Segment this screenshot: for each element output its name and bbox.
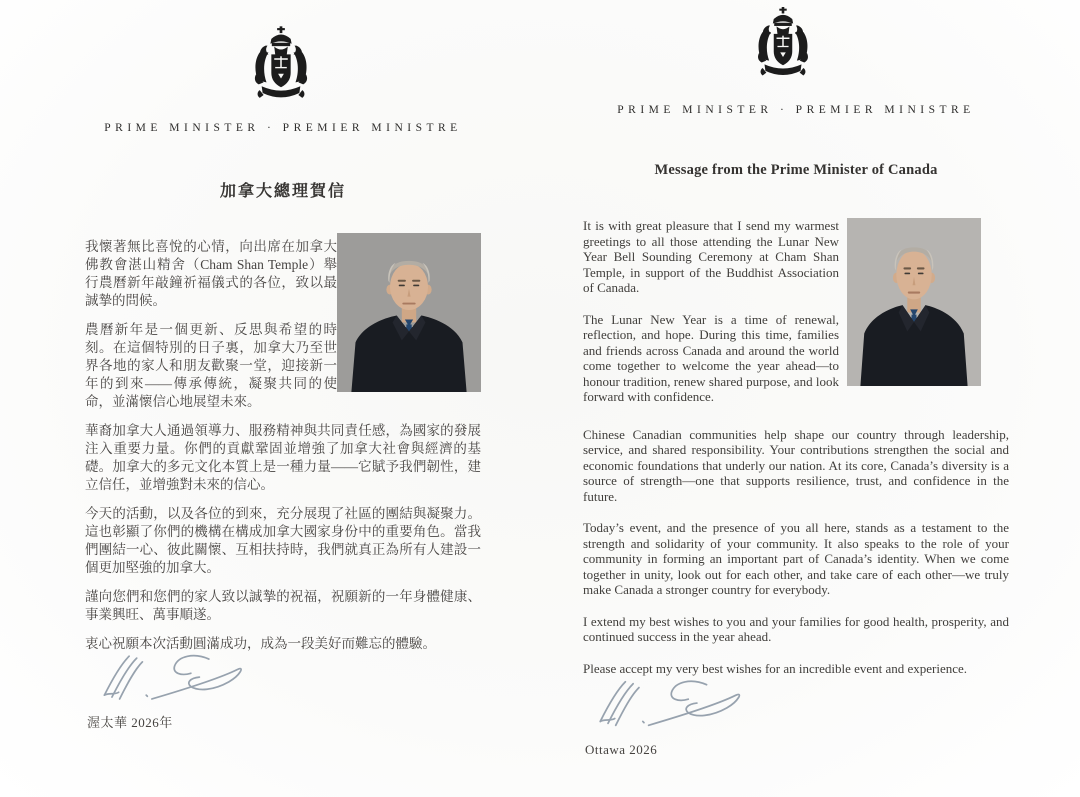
letter-paragraph: 農曆新年是一個更新、反思與希望的時刻。在這個特別的日子裏，加拿大乃至世界各地的家人和朋友歡聚一堂，迎接新一年的到來——傳承傳統，凝聚共同的使命，並滿懷信心地展望未來。 <box>85 322 337 409</box>
letter-title-chinese: 加拿大總理賀信 <box>219 183 346 200</box>
canada-coat-of-arms-icon <box>252 26 310 104</box>
letter-paragraph: Today’s event, and the presence of you all here, stands as a testament to the strength and solidarity of your community. It also speaks to the role of your community in forming an important part of Canada’s identity. When we come together in unity, look out for each other, and take care of each other—we truly make Canada a stronger country for everybody. <box>583 520 1009 597</box>
letter-paragraph: 謹向您們和您們的家人致以誠摯的祝福，祝願新的一年身體健康、事業興旺、萬事順遂。 <box>85 589 481 622</box>
letter-body-english <box>583 218 1009 692</box>
intro-with-photo-row <box>583 218 1009 421</box>
intro-with-photo-row <box>85 233 481 422</box>
letter-paragraph: 華裔加拿大人通過領導力、服務精神與共同責任感，為國家的發展注入重要力量。你們的貢獻鞏固並增強了加拿大社會與經濟的基礎。加拿大的多元文化本質上是一種力量——它賦予我們韌性，建立信任，並增強對未來的信心。 <box>85 423 481 492</box>
pm-portrait-photo <box>847 218 981 386</box>
letter-paragraph: Please accept my very best wishes for an incredible event and experience. <box>583 660 968 676</box>
pm-office-wordmark: PRIME MINISTER · PREMIER MINISTRE <box>104 122 462 134</box>
letter-paragraph: The Lunar New Year is a time of renewal, reflection, and hope. During this time, families and friends across Canada and around the world come together to welcome the year ahead—to honour tradition, renew shared purpose, and look forward with confidence. <box>583 311 839 404</box>
pm-office-wordmark: PRIME MINISTER · PREMIER MINISTRE <box>617 104 975 116</box>
letter-paragraph: Chinese Canadian communities help shape our country through leadership, service, and shared responsibility. Your contributions strengthen the social and economic foundations that underly our nation. At its core, Canada’s diversity is a source of strength—one that supports resilience, trust, and confidence in the future. <box>583 426 1009 504</box>
letter-paragraph: I extend my best wishes to you and your families for good health, prosperity, and continued success in the year ahead. <box>583 613 1009 644</box>
letter-dateline-english: Ottawa 2026 <box>585 742 658 757</box>
letter-dateline-chinese: 渥太華 2026年 <box>87 715 173 730</box>
letter-english <box>540 0 1080 797</box>
letter-body-chinese <box>85 233 481 664</box>
letter-title-english: Message from the Prime Minister of Canada <box>654 162 938 178</box>
letter-chinese <box>60 0 510 797</box>
letter-paragraph: 我懷著無比喜悅的心情，向出席在加拿大佛教會湛山精舍（Cham Shan Temple）舉行農曆新年敲鐘祈福儀式的各位，致以最誠摯的問候。 <box>85 239 337 308</box>
letter-paragraph: 衷心祝願本次活動圓滿成功，成為一段美好而難忘的體驗。 <box>85 636 436 651</box>
canada-coat-of-arms-icon <box>755 7 811 81</box>
pm-signature <box>93 650 245 708</box>
intro-paragraphs-column <box>583 218 839 421</box>
intro-paragraphs-column <box>85 233 337 422</box>
letter-paragraph: 今天的活動，以及各位的到來，充分展現了社區的團結與凝聚力。這也彰顯了你們的機構在構成加拿大國家身份中的重要角色。當我們團結一心、彼此關懷、互相扶持時，我們就真正為所有人建設一個更加堅強的加拿大。 <box>85 506 481 575</box>
pm-signature <box>585 676 747 734</box>
letter-paragraph: It is with great pleasure that I send my warmest greetings to all those attending the Lunar New Year Bell Sounding Ceremony at Cham Shan Temple, in support of the Buddhist Association of Canada. <box>583 218 839 295</box>
pm-portrait-photo <box>337 233 481 392</box>
